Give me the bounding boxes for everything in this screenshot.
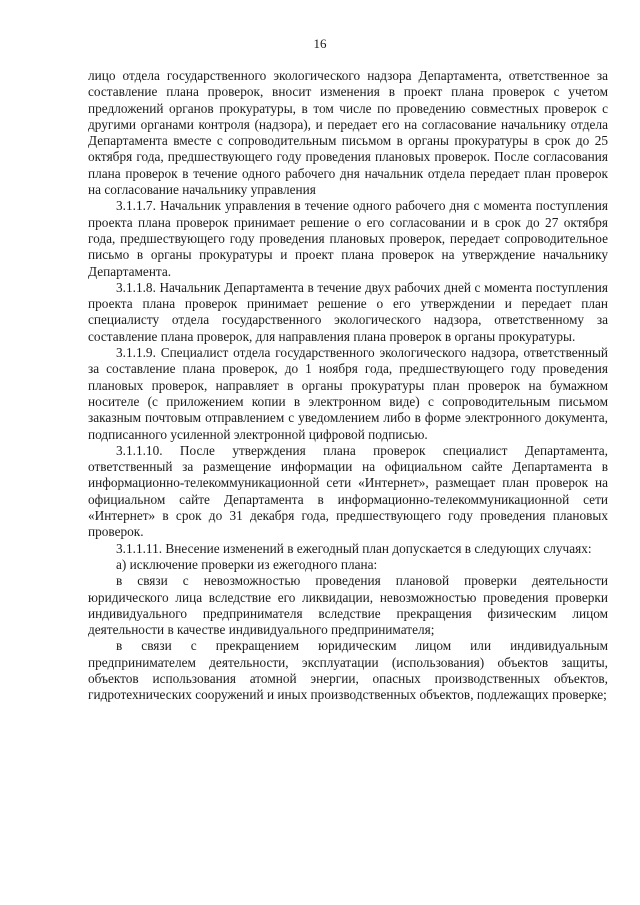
- paragraph-3-1-1-11: 3.1.1.11. Внесение изменений в ежегодный план допускается в следующих случаях:: [116, 540, 592, 556]
- list-subitem-liquidation: в связи с невозможностью проведения плановой проверки деятельности юридического лица вследствие его ликвидации, невозможностью проведения проверки индивидуального предпринимателя вследствие прекращения физическим лицом деятельности в качестве индивидуального предпринимателя;: [88, 573, 608, 638]
- paragraph-continuation: лицо отдела государственного экологического надзора Департамента, ответственное за составление плана проверок, вносит изменения в проект плана проверок с учетом предложений органов прокуратуры, в том числе по проведению совместных проверок с другими органами контроля (надзора), и передает его на согласование начальнику отдела Департамента вместе с сопроводительным письмом в органы прокуратуры в срок до 25 октября года, предшествующего году проведения плановых проверок. После согласования плана проверок в течение одного рабочего дня начальник отдела передает план проверок на согласование начальнику управления: [88, 68, 608, 198]
- paragraph-3-1-1-8: 3.1.1.8. Начальник Департамента в течение двух рабочих дней с момента поступления проекта плана проверок принимает решение о его утверждении и передает план специалисту отдела государственного экологического надзора, ответственному за составление плана проверок, для направления плана проверок в органы прокуратуры.: [88, 279, 608, 344]
- list-item-a: а) исключение проверки из ежегодного плана:: [116, 556, 378, 572]
- paragraph-3-1-1-7: 3.1.1.7. Начальник управления в течение одного рабочего дня с момента поступления проекта плана проверок принимает решение о его согласовании и в срок до 27 октября года, предшествующего году проведения плановых проверок, передает сопроводительное письмо в органы прокуратуры и проект плана проверок на утверждение начальнику Департамента.: [88, 198, 608, 279]
- page-number: 16: [313, 36, 327, 51]
- paragraph-3-1-1-10: 3.1.1.10. После утверждения плана проверок специалист Департамента, ответственный за размещение информации на официальном сайте Департамента в информационно-телекоммуникационной сети «Интернет», размещает план проверок на официальном сайте Департамента в информационно-телекоммуникационной сети «Интернет» в срок до 31 декабря года, предшествующего году проведения плановых проверок.: [88, 442, 608, 540]
- list-subitem-termination: в связи с прекращением юридическим лицом или индивидуальным предпринимателем деятельности, эксплуатации (использования) объектов защиты, объектов использования атомной энергии, опасных производственных объектов, гидротехнических сооружений и иных производственных объектов, подлежащих проверке;: [88, 638, 608, 703]
- paragraph-3-1-1-9: 3.1.1.9. Специалист отдела государственного экологического надзора, ответственный за составление плана проверок, до 1 ноября года, предшествующего году проведения плановых проверок, направляет в органы прокуратуры план проверок на бумажном носителе (с приложением копии в электронном виде) с сопроводительным письмом заказным почтовым отправлением с уведомлением либо в форме электронного документа, подписанного усиленной электронной цифровой подписью.: [88, 345, 608, 442]
- document-body: [88, 68, 608, 704]
